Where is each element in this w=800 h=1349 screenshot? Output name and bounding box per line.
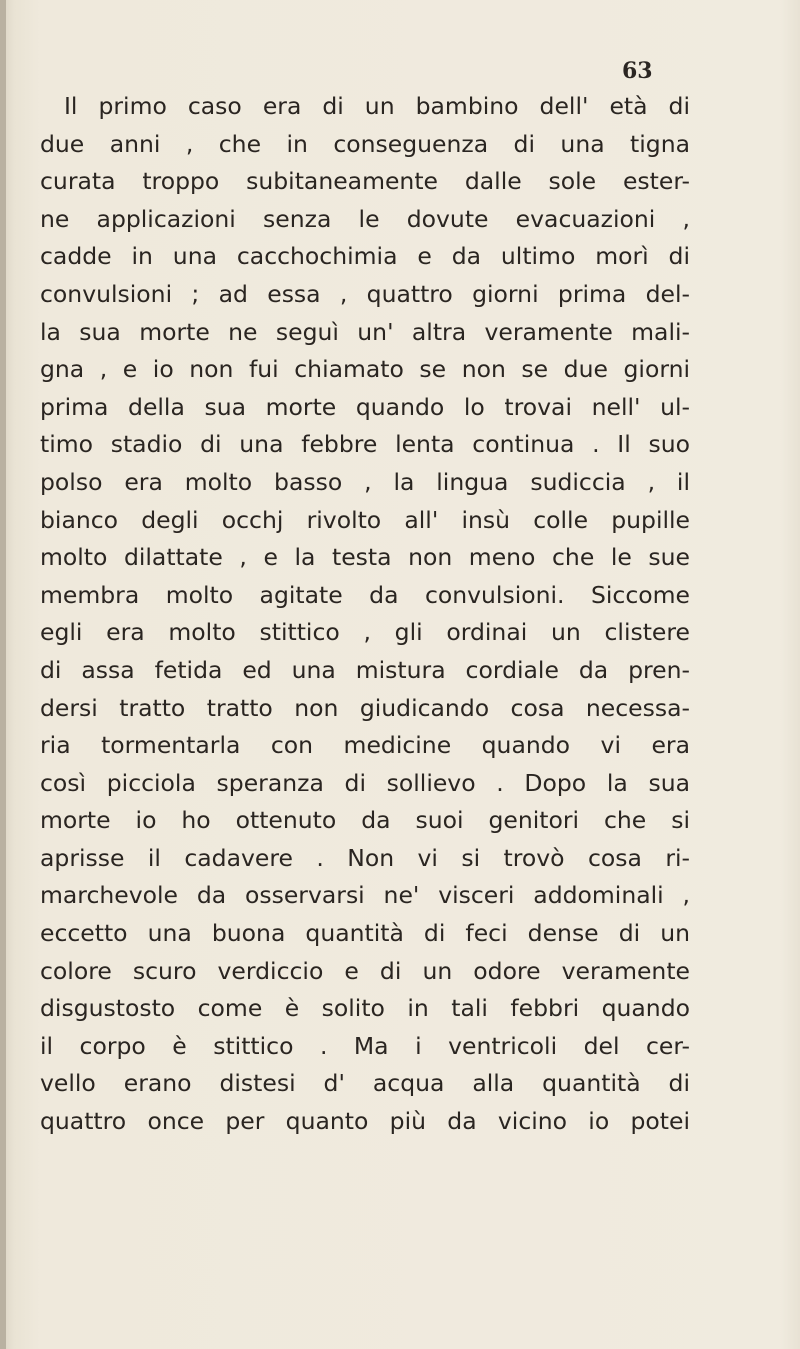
text-line: bianco degli occhj rivolto all' insù colle pupille <box>40 505 690 534</box>
page-number: 63 <box>622 58 653 84</box>
text-line: due anni , che in conseguenza di una tigna <box>40 129 690 158</box>
text-line: la sua morte ne seguì un' altra veramente mali- <box>40 317 690 346</box>
text-line: curata troppo subitaneamente dalle sole ester- <box>40 167 690 196</box>
text-line: convulsioni ; ad essa , quattro giorni prima del- <box>40 279 690 308</box>
text-line: così picciola speranza di sollievo . Dopo la sua <box>40 768 690 797</box>
text-line: Il primo caso era di un bambino dell' età di <box>64 92 690 120</box>
text-line: aprisse il cadavere . Non vi si trovò cosa ri- <box>40 843 690 872</box>
text-line: gna , e io non fui chiamato se non se due giorni <box>40 355 690 384</box>
text-line: ria tormentarla con medicine quando vi era <box>40 731 690 760</box>
text-line: cadde in una cacchochimia e da ultimo morì di <box>40 242 690 271</box>
text-line: molto dilattate , e la testa non meno che le sue <box>40 543 690 572</box>
text-line: di assa fetida ed una mistura cordiale da pren- <box>40 655 690 684</box>
text-line: colore scuro verdiccio e di un odore veramente <box>40 956 690 985</box>
page-spine-shadow <box>0 0 6 1349</box>
text-line: disgustosto come è solito in tali febbri quando <box>40 994 690 1023</box>
text-line: vello erano distesi d' acqua alla quantità di <box>40 1069 690 1098</box>
text-line: morte io ho ottenuto da suoi genitori che si <box>40 806 690 835</box>
text-line: egli era molto stittico , gli ordinai un clistere <box>40 618 690 647</box>
text-line: dersi tratto tratto non giudicando cosa necessa- <box>40 693 690 722</box>
text-line: il corpo è stittico . Ma i ventricoli del cer- <box>40 1031 690 1060</box>
body-text <box>40 88 690 1141</box>
text-line: marchevole da osservarsi ne' visceri addominali , <box>40 881 690 910</box>
text-line: ne applicazioni senza le dovute evacuazioni , <box>40 204 690 233</box>
text-line: eccetto una buona quantità di feci dense di un <box>40 919 690 948</box>
text-line: membra molto agitate da convulsioni. Siccome <box>40 580 690 609</box>
text-line: prima della sua morte quando lo trovai nell' ul- <box>40 392 690 421</box>
text-line: quattro once per quanto più da vicino io potei <box>40 1107 690 1136</box>
text-line: timo stadio di una febbre lenta continua . Il suo <box>40 430 690 459</box>
text-line: polso era molto basso , la lingua sudiccia , il <box>40 467 690 496</box>
